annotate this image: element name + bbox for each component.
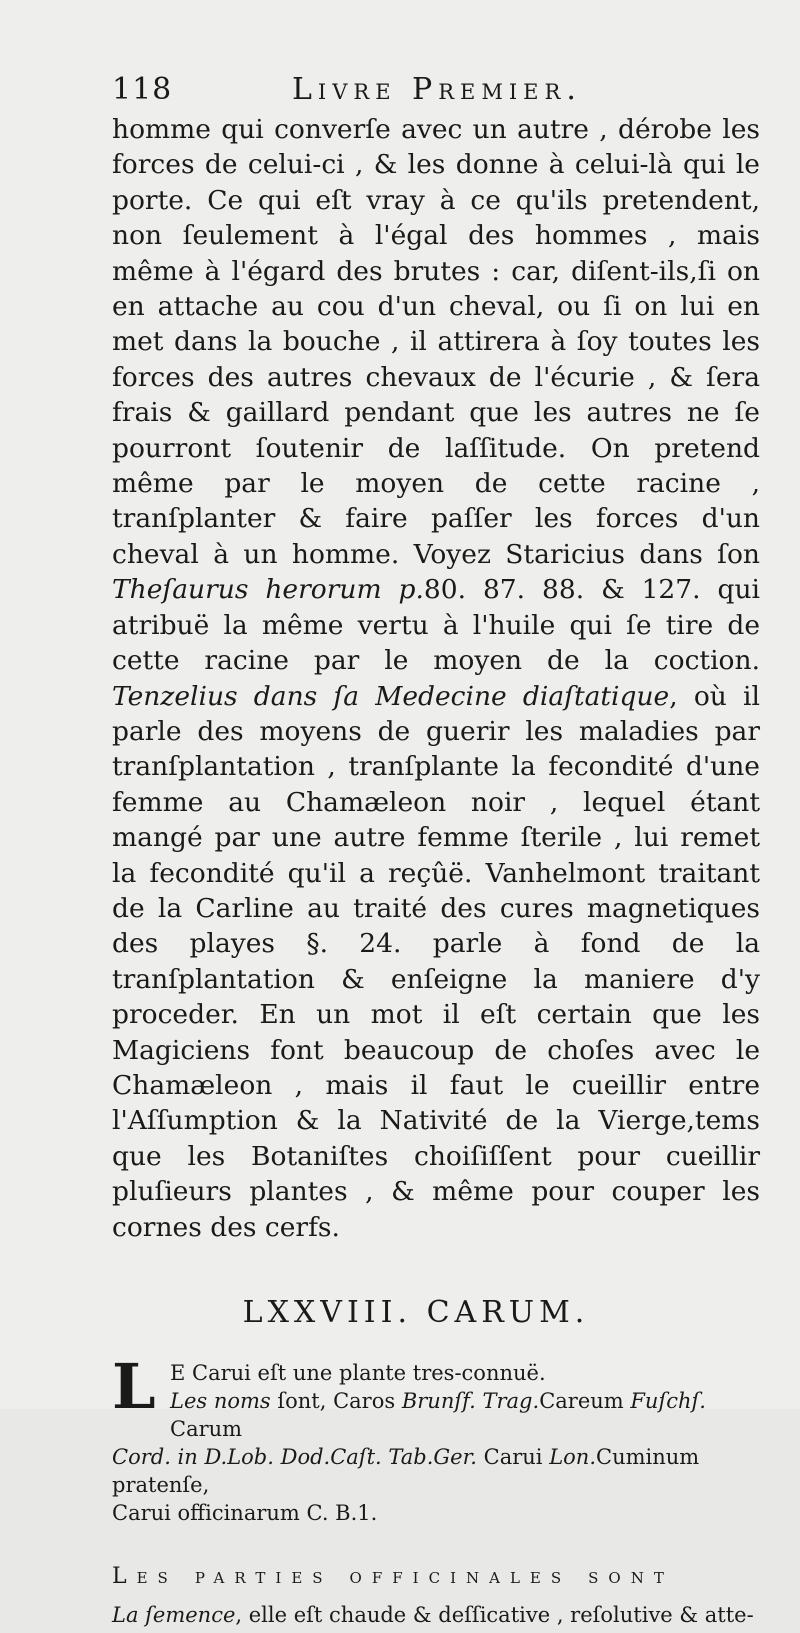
citation-cord: Cord. in D.Lob. Dod.Caſt. Tab.Ger.	[112, 1445, 477, 1469]
names-careum: Careum	[539, 1389, 631, 1413]
page-number: 118	[112, 72, 173, 107]
parts-title: Les parties officinales sont	[112, 1564, 674, 1589]
entry-line-4: Carui officinarum C. B.1.	[112, 1501, 378, 1525]
names-carui: Carui	[476, 1445, 550, 1469]
paragraph-text-cont: 80. 87. 88. & 127. qui atribuë la même vertu à l'huile qui ſe tire de cette racine par le moyen de la coction.	[112, 574, 760, 677]
section-title: LXXVIII. CARUM.	[242, 1295, 590, 1330]
drop-cap: L	[112, 1350, 156, 1423]
names-carum: Carum	[170, 1417, 243, 1441]
main-paragraph	[112, 112, 760, 1245]
entry-line-1: E Carui eſt une plante tres-connuë.	[170, 1361, 546, 1385]
citation-fuschs: Fuſchſ.	[630, 1389, 706, 1413]
names-label: Les noms	[170, 1389, 271, 1413]
paragraph-text: homme qui converſe avec un autre , dérobe les forces de celui-ci , & les donne à celui-là qui le porte. Ce qui eſt vray à ce qu'ils pretendent, non ſeulement à l'égal des hommes , mais même à l'égard des brutes : car, diſent-ils,ſi on en attache au cou d'un cheval, ou ſi on lui en met dans la bouche , il attirera à ſoy toutes les forces des autres chevaux de l'écurie , & ſera frais & gaillard pendant que les autres ne ſe pourront ſoutenir de laſſitude. On pretend même par le moyen de cette racine , tranſplanter & faire paſſer les forces d'un cheval à un homme. Voyez Staricius dans ſon	[112, 114, 760, 570]
last-line	[112, 1597, 760, 1633]
paragraph-text-end: , où il parle des moyens de guerir les maladies par tranſplantation , tranſplante la fecondité d'une femme au Chamæleon noir , lequel étant mangé par une autre femme ſterile , lui remet la fecondité qu'il a reçûë. Vanhelmont traitant de la Carline au traité des cures magnetiques des playes §. 24. parle à fond de la tranſplantation & enſeigne la maniere d'y proceder. En un mot il eſt certain que les Magiciens font beaucoup de choſes avec le Chamæleon , mais il faut le cueillir entre l'Aſſumption & la Nativité de la Vierge,tems que les Botaniſtes choiſiſſent pour cueillir pluſieurs plantes , & même pour couper les cornes des cerfs.	[112, 680, 760, 1243]
entry-line-2	[112, 1387, 760, 1443]
entry-line-3	[112, 1443, 760, 1499]
italic-citation-2: Tenzelius dans ſa Medecine diaſtatique	[112, 680, 670, 712]
names-cuminum: Cuminum pratenſe,	[112, 1445, 700, 1497]
italic-citation: Theſaurus herorum p.	[112, 574, 424, 606]
running-title: Livre Premier.	[292, 72, 582, 107]
page-header	[112, 72, 760, 116]
entry-block	[112, 1350, 760, 1527]
citation-brunsf: Brunſf. Trag.	[401, 1389, 540, 1413]
names-text: ſont, Caros	[270, 1389, 402, 1413]
citation-lon: Lon.	[549, 1445, 596, 1469]
seed-label: La ſemence	[112, 1603, 236, 1627]
seed-text: , elle eſt chaude & deſſicative , reſolutive & atte-	[235, 1603, 754, 1627]
